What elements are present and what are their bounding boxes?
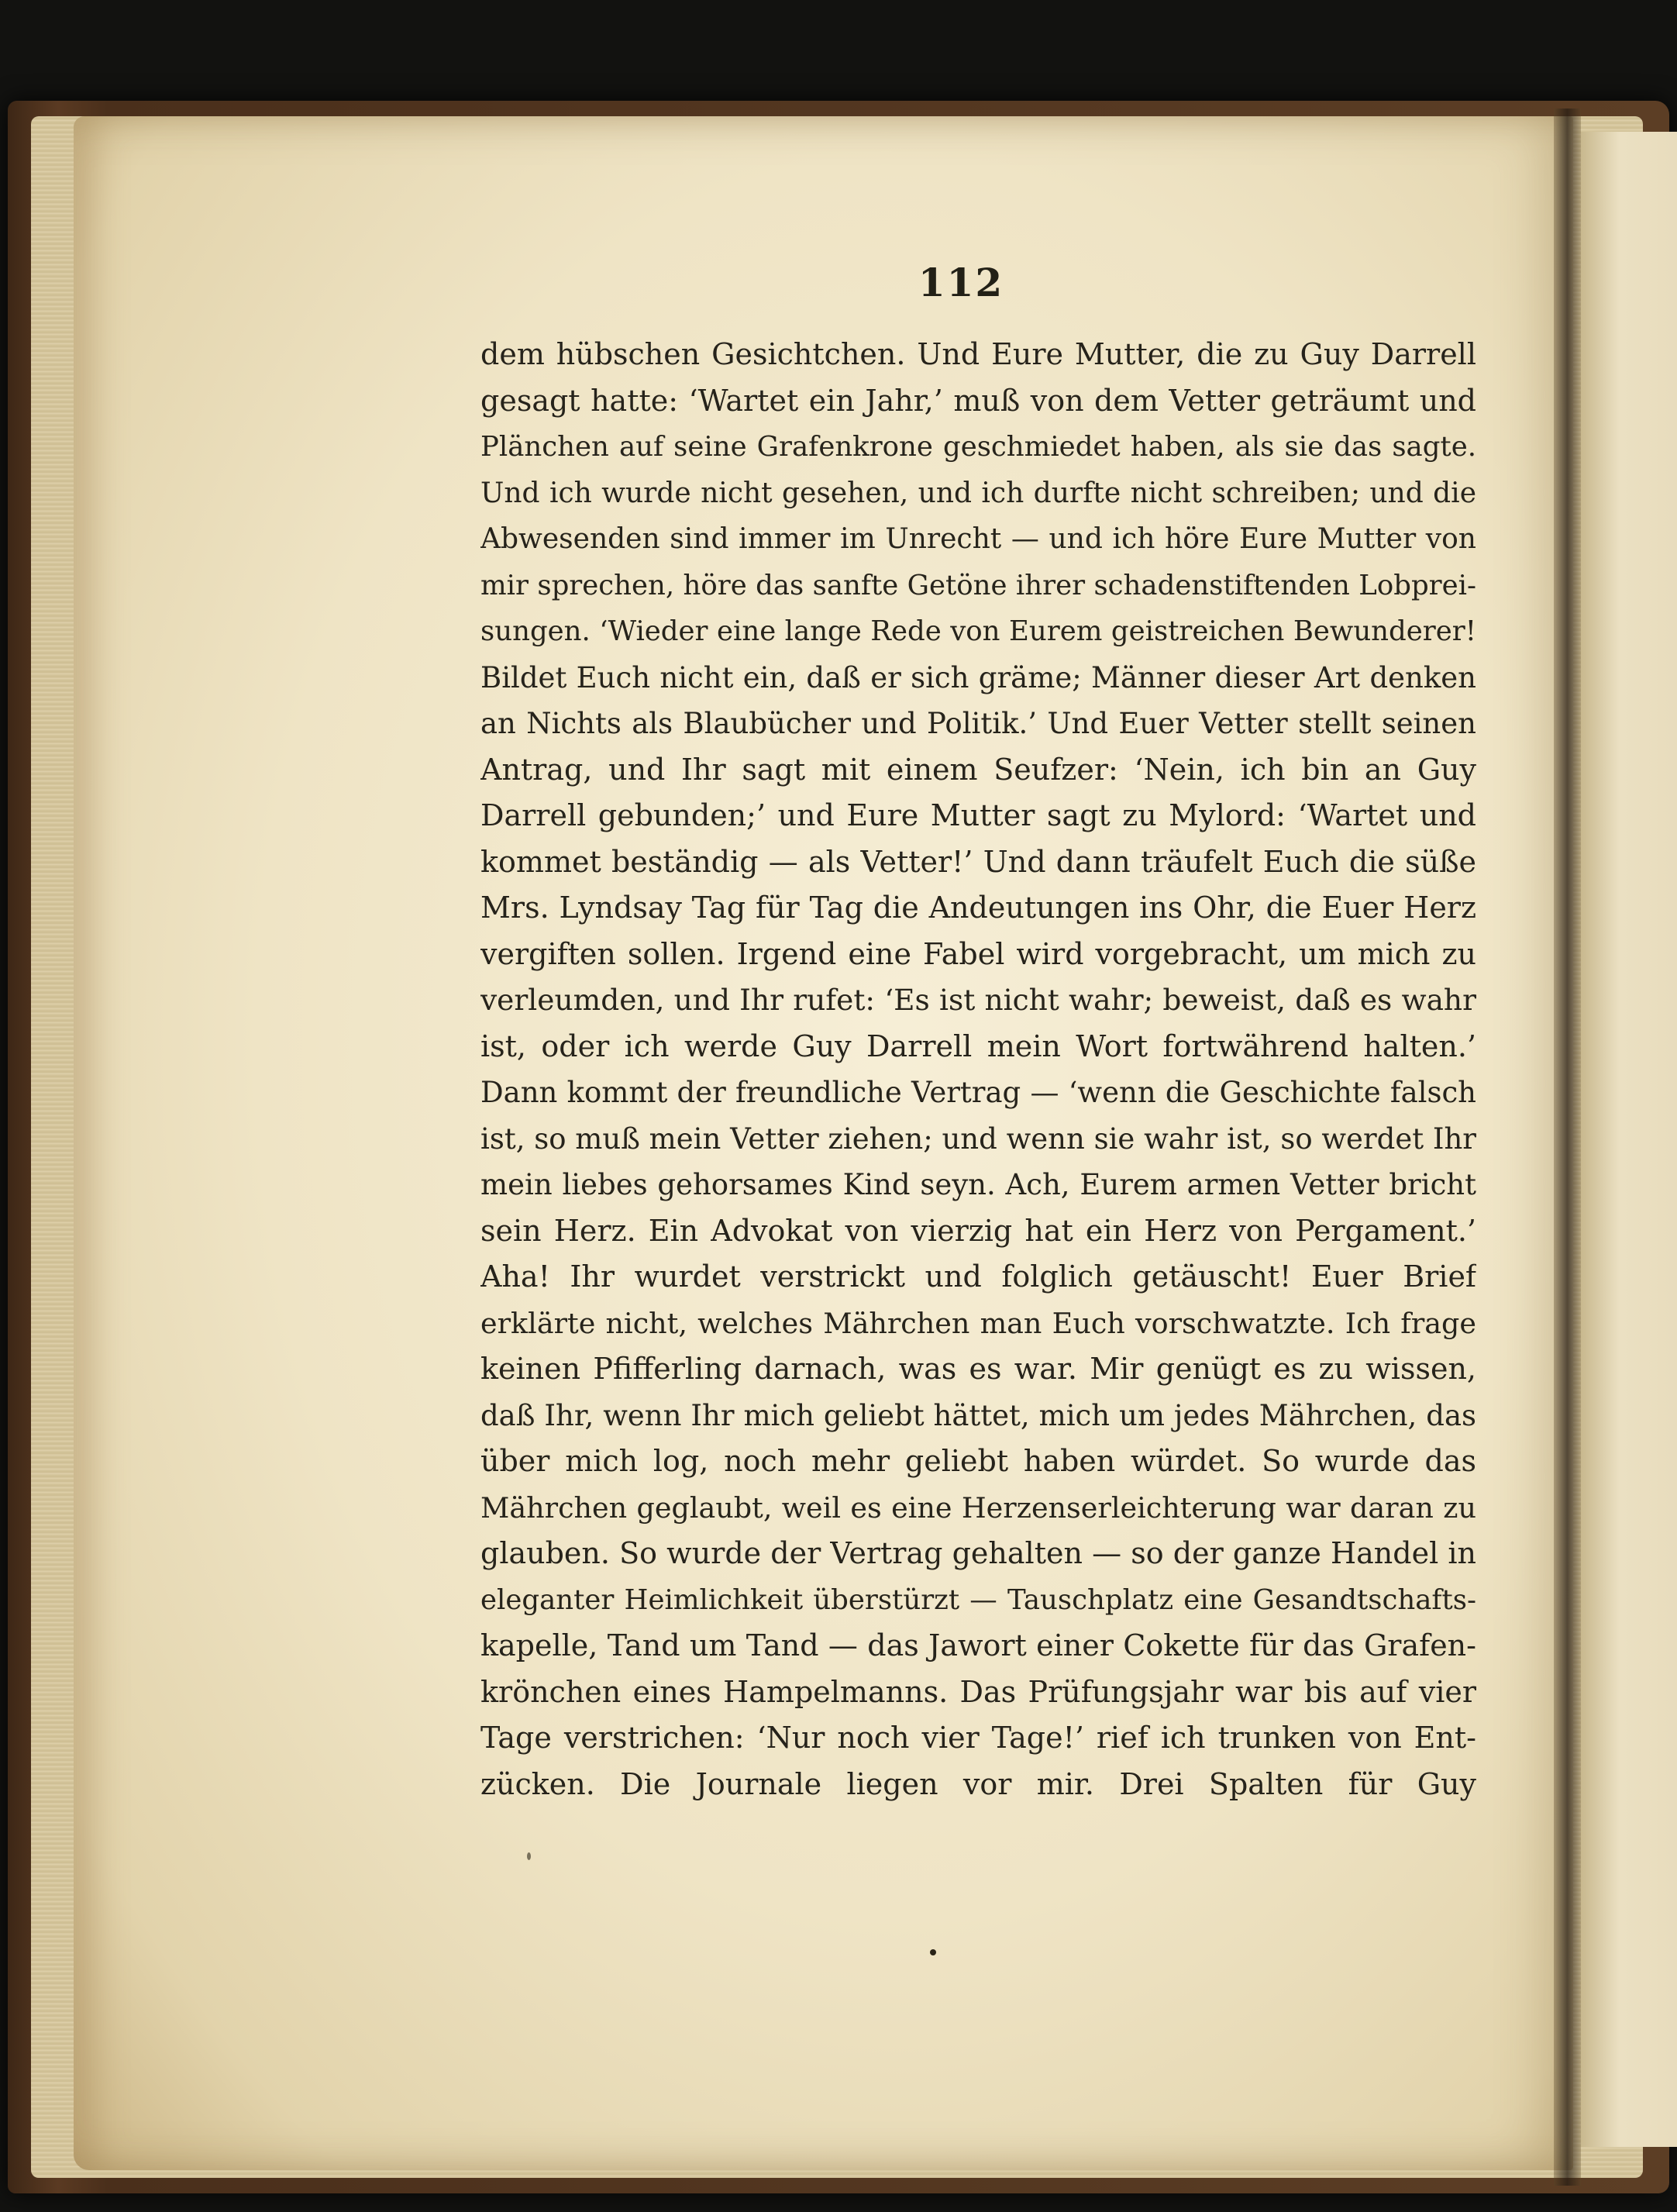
text-line: Bildet Euch nicht ein, daß er sich gräme; Männer dieser Art denken [480,660,1476,694]
text-line: ist, oder ich werde Guy Darrell mein Wort fortwährend halten.’ [480,1028,1476,1063]
text-line: vergiften sollen. Irgend eine Fabel wird vorgebracht, um mich zu [480,936,1476,971]
text-line: kapelle, Tand um Tand — das Jawort einer Cokette für das Grafen- [480,1628,1476,1662]
text-line: Antrag, und Ihr sagt mit einem Seufzer: ‘Nein, ich bin an Guy [480,752,1476,787]
page-number: 112 [918,260,1004,305]
text-line: verleumden, und Ihr rufet: ‘Es ist nicht wahr; beweist, daß es wahr [480,983,1476,1017]
text-line: krönchen eines Hampelmanns. Das Prüfungsjahr war bis auf vier [480,1674,1476,1709]
text-line: keinen Pfifferling darnach, was es war. Mir genügt es zu wissen, [480,1352,1476,1386]
text-line: über mich log, noch mehr geliebt haben würdet. So wurde das [480,1444,1476,1478]
text-line: gesagt hatte: ‘Wartet ein Jahr,’ muß von dem Vetter geträumt und [480,383,1476,418]
paper-speck [930,1949,936,1955]
facing-page-edge [1581,132,1677,2147]
text-line: ist, so muß mein Vetter ziehen; und wenn sie wahr ist, so werdet Ihr [480,1122,1476,1156]
text-line: mein liebes gehorsames Kind seyn. Ach, Eurem armen Vetter bricht [480,1168,1476,1201]
text-line: dem hübschen Gesichtchen. Und Eure Mutter, die zu Guy Darrell [480,337,1476,371]
text-line: sungen. ‘Wieder eine lange Rede von Eurem geistreichen Bewunderer! [480,615,1476,647]
text-line: kommet beständig — als Vetter!’ Und dann träufelt Euch die süße [480,844,1476,879]
text-line: Und ich wurde nicht gesehen, und ich durfte nicht schreiben; und die [480,477,1476,509]
text-line: Darrell gebunden;’ und Eure Mutter sagt zu Mylord: ‘Wartet und [480,798,1476,832]
text-line: daß Ihr, wenn Ihr mich geliebt hättet, mich um jedes Mährchen, das [480,1398,1476,1432]
text-line: erklärte nicht, welches Mährchen man Euch vorschwatzte. Ich frage [480,1306,1476,1340]
text-line: glauben. So wurde der Vertrag gehalten — so der ganze Handel in [480,1536,1476,1570]
text-line: eleganter Heimlichkeit überstürzt — Tauschplatz eine Gesandtschafts- [480,1583,1476,1616]
paper-speck [527,1852,531,1860]
book-gutter [1554,109,1581,2186]
text-line: an Nichts als Blaubücher und Politik.’ Und Euer Vetter stellt seinen [480,707,1476,740]
text-line: Mährchen geglaubt, weil es eine Herzenserleichterung war daran zu [480,1490,1476,1525]
text-line: Mrs. Lyndsay Tag für Tag die Andeutungen ins Ohr, die Euer Herz [480,891,1476,925]
text-line: sein Herz. Ein Advokat von vierzig hat ein Herz von Pergament.’ [480,1213,1476,1248]
page-text [480,332,1476,1807]
text-line: Abwesenden sind immer im Unrecht — und ich höre Eure Mutter von [480,523,1476,555]
text-line: Aha! Ihr wurdet verstrickt und folglich getäuscht! Euer Brief [480,1259,1476,1294]
text-line: Tage verstrichen: ‘Nur noch vier Tage!’ rief ich trunken von Ent- [480,1721,1476,1755]
text-line: Dann kommt der freundliche Vertrag — ‘wenn die Geschichte falsch [480,1076,1476,1109]
text-line: Plänchen auf seine Grafenkrone geschmiedet haben, als sie das sagte. [480,431,1476,463]
text-line: zücken. Die Journale liegen vor mir. Drei Spalten für Guy [480,1766,1476,1801]
text-line: mir sprechen, höre das sanfte Getöne ihrer schadenstiftenden Lobprei- [480,569,1476,601]
